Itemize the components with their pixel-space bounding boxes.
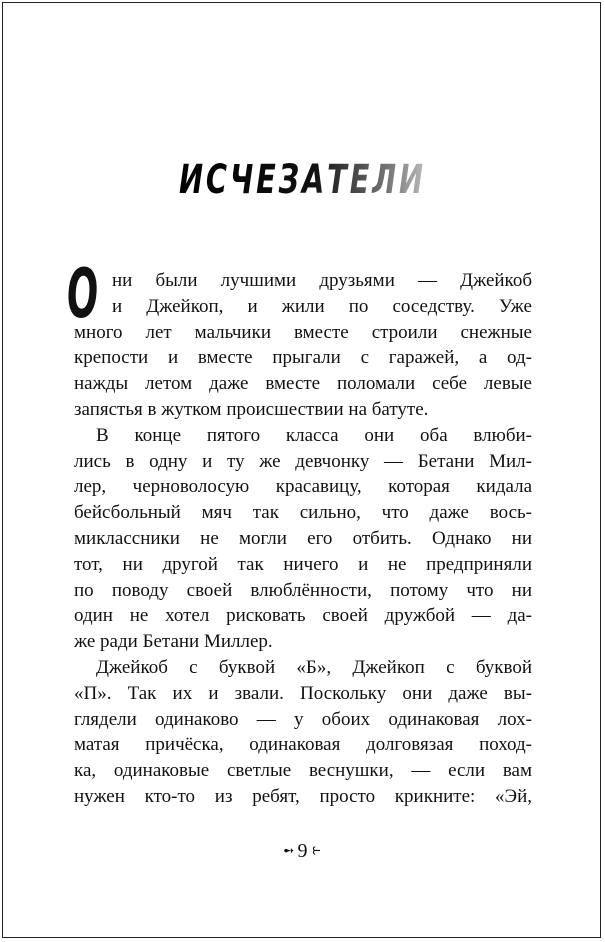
body-text — [64, 255, 532, 810]
text-line: ка, одинаковые светлые веснушки, — если вам — [74, 760, 532, 782]
ornament-right-icon: ⥼ — [310, 844, 323, 859]
text-line: один не хотел рисковать своей дружбой — да- — [74, 605, 532, 627]
chapter-title: ИСЧЕЗАТЕЛИ — [178, 157, 427, 203]
ornament-left-icon: ➻ — [282, 844, 295, 859]
text-line: Джейкоб с буквой «Б», Джейкоп с буквой — [96, 656, 532, 678]
text-line: тот, ни другой так ничего и не предприняли — [74, 553, 532, 575]
text-line: нажды летом даже вместе поломали себе левые — [74, 373, 532, 395]
text-line: и Джейкоп, и жили по соседству. Уже — [112, 295, 532, 317]
text-line: матая причёска, одинаковая долговязая поход- — [74, 734, 532, 756]
text-line: по поводу своей влюблённости, потому что ни — [74, 579, 532, 601]
text-line: бейсбольный мяч так сильно, что даже вось- — [74, 502, 532, 524]
text-line: лись в одну и ту же девчонку — Бетани Мил- — [74, 450, 532, 472]
text-line: В конце пятого класса они оба влюби- — [96, 424, 532, 446]
text-line: ни были лучшими друзьями — Джейкоб — [112, 270, 532, 291]
text-line: запястья в жутком происшествии на батуте. — [74, 398, 429, 420]
page-number: 9 — [297, 840, 308, 862]
text-line: много лет мальчики вместе строили снежные — [74, 321, 532, 343]
text-line: же ради Бетани Миллер. — [74, 631, 273, 653]
text-line: «П». Так их и звали. Поскольку они даже вы- — [74, 682, 532, 704]
text-line: миклассники не могли его отбить. Однако ни — [74, 527, 532, 549]
text-line: глядели одинаково — у обоих одинаковая лох- — [74, 708, 532, 730]
text-line: нужен кто-то из ребят, просто крикните: «Эй, — [74, 785, 532, 807]
drop-cap: О — [64, 255, 101, 334]
text-line: лер, черноволосую красавицу, которая кидала — [74, 476, 532, 498]
page-footer — [0, 838, 605, 865]
text-line: крепости и вместе прыгали с гаражей, а од- — [74, 347, 532, 369]
